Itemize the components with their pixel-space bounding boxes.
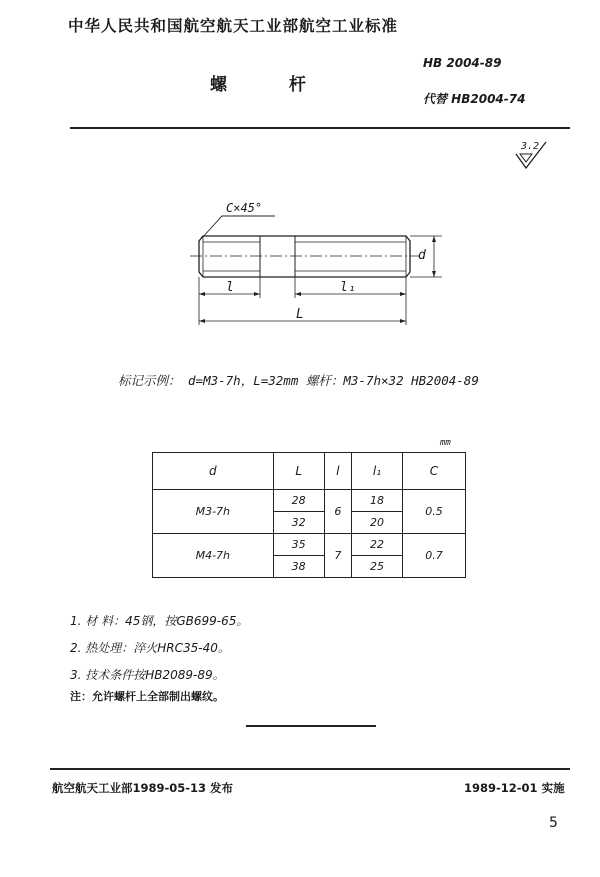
dimension-table — [152, 452, 466, 578]
org-title: 中华人民共和国航空航天工业部航空工业标准 — [68, 17, 399, 35]
effective-date: 1989-12-01 实施 — [464, 781, 565, 795]
cell-L: 28 — [273, 490, 324, 512]
table-row — [153, 534, 466, 556]
footer-rule — [50, 768, 570, 770]
doc-title: 螺 杆 — [210, 75, 334, 95]
cell-C: 0.5 — [403, 490, 466, 534]
table-row — [153, 490, 466, 512]
header-l: l — [324, 453, 351, 490]
table-unit: mm — [440, 438, 451, 448]
surface-roughness-icon — [512, 140, 552, 176]
diameter-label: d — [418, 248, 426, 263]
cell-L: 38 — [273, 556, 324, 578]
roughness-value: 3.2 — [521, 141, 540, 152]
note-remark: 注：允许螺杆上全部制出螺纹。 — [70, 690, 224, 703]
header-d: d — [153, 453, 274, 490]
chamfer-label: C×45° — [226, 201, 263, 215]
header-rule — [70, 127, 570, 129]
header-C: C — [403, 453, 466, 490]
stud-drawing — [180, 190, 450, 330]
cell-l1: 22 — [351, 534, 402, 556]
header-L: L — [273, 453, 324, 490]
standard-code: HB 2004-89 — [423, 56, 502, 70]
note-material: 1. 材 料：45钢，按GB699-65。 — [70, 614, 249, 628]
replaces-standard: 代替 HB2004-74 — [423, 92, 526, 106]
cell-d: M3-7h — [153, 490, 274, 534]
table-header-row — [153, 453, 466, 490]
l-dimension-label: l — [226, 280, 234, 295]
note-technical-conditions: 3. 技术条件按HB2089-89。 — [70, 668, 225, 682]
length-label: L — [296, 307, 304, 322]
marking-example: 标记示例： d=M3-7h，L=32mm 螺杆：M3-7h×32 HB2004-89 — [118, 373, 479, 388]
cell-l1: 18 — [351, 490, 402, 512]
short-rule — [246, 725, 376, 727]
cell-d: M4-7h — [153, 534, 274, 578]
issuer: 航空航天工业部1989-05-13 发布 — [52, 781, 234, 795]
page-number: 5 — [549, 815, 558, 831]
cell-l: 7 — [324, 534, 351, 578]
l1-dimension-label: l₁ — [340, 280, 356, 295]
cell-L: 35 — [273, 534, 324, 556]
note-heat-treatment: 2. 热处理：淬火HRC35-40。 — [70, 641, 230, 655]
cell-l1: 25 — [351, 556, 402, 578]
cell-l1: 20 — [351, 512, 402, 534]
header-l1: l₁ — [351, 453, 402, 490]
cell-l: 6 — [324, 490, 351, 534]
cell-C: 0.7 — [403, 534, 466, 578]
cell-L: 32 — [273, 512, 324, 534]
